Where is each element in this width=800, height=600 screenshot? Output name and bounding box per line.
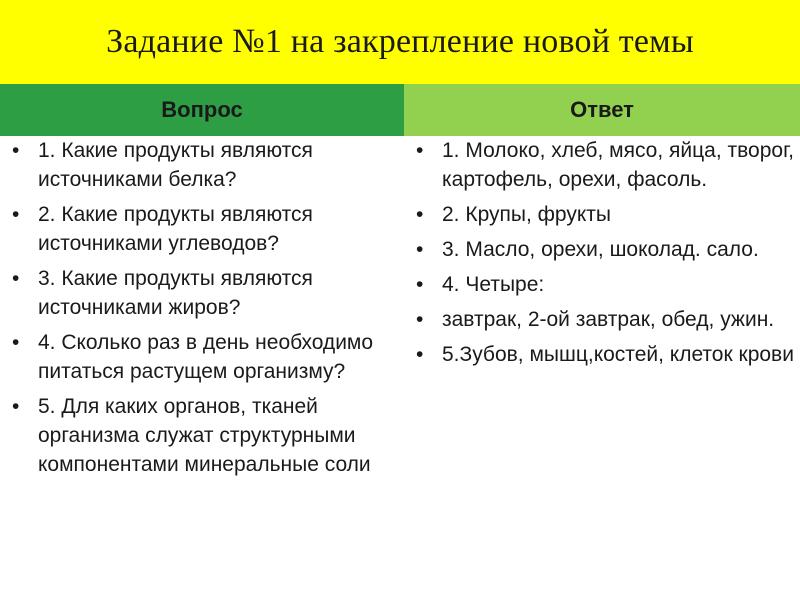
- question-text: 5. Для каких органов, тканей организма служат структурными компонентами минеральные соли: [38, 395, 371, 476]
- bullet-icon: •: [416, 273, 424, 296]
- bullet-icon: •: [416, 308, 424, 331]
- question-header: Вопрос: [0, 84, 404, 136]
- table-body-row: [0, 136, 800, 485]
- bullet-icon: •: [416, 203, 424, 226]
- answer-item: [416, 235, 794, 264]
- question-list: [12, 136, 396, 479]
- question-text: 4. Сколько раз в день необходимо питаться растущем организму?: [38, 331, 374, 383]
- bullet-icon: •: [12, 395, 20, 418]
- question-item: [12, 200, 396, 258]
- question-text: 2. Какие продукты являются источниками углеводов?: [38, 203, 313, 255]
- question-column: [0, 136, 404, 485]
- qa-table: [0, 84, 800, 485]
- bullet-icon: •: [12, 203, 20, 226]
- answer-item: [416, 305, 794, 334]
- answer-item: [416, 270, 794, 299]
- answer-item: [416, 136, 794, 194]
- bullet-icon: •: [416, 238, 424, 261]
- answer-column: [404, 136, 800, 485]
- answer-item: [416, 200, 794, 229]
- question-item: [12, 392, 396, 479]
- question-item: [12, 328, 396, 386]
- title-band: [0, 0, 800, 84]
- bullet-icon: •: [12, 139, 20, 162]
- question-item: [12, 136, 396, 194]
- answer-text: 2. Крупы, фрукты: [442, 203, 612, 226]
- table-header-row: [0, 84, 800, 136]
- question-item: [12, 264, 396, 322]
- answer-header: Ответ: [404, 84, 800, 136]
- answer-text: 5.Зубов, мышц,костей, клеток крови: [442, 343, 794, 366]
- answer-text: 1. Молоко, хлеб, мясо, яйца, творог, картофель, орехи, фасоль.: [442, 139, 795, 191]
- question-text: 3. Какие продукты являются источниками жиров?: [38, 267, 313, 319]
- answer-text: завтрак, 2-ой завтрак, обед, ужин.: [442, 308, 775, 331]
- answer-text: 4. Четыре:: [442, 273, 545, 296]
- answer-item: [416, 340, 794, 369]
- bullet-icon: •: [416, 139, 424, 162]
- bullet-icon: •: [416, 343, 424, 366]
- slide-title: Задание №1 на закрепление новой темы: [106, 23, 694, 60]
- bullet-icon: •: [12, 331, 20, 354]
- bullet-icon: •: [12, 267, 20, 290]
- answer-list: [416, 136, 794, 369]
- answer-text: 3. Масло, орехи, шоколад. сало.: [442, 238, 759, 261]
- question-text: 1. Какие продукты являются источниками белка?: [38, 139, 313, 191]
